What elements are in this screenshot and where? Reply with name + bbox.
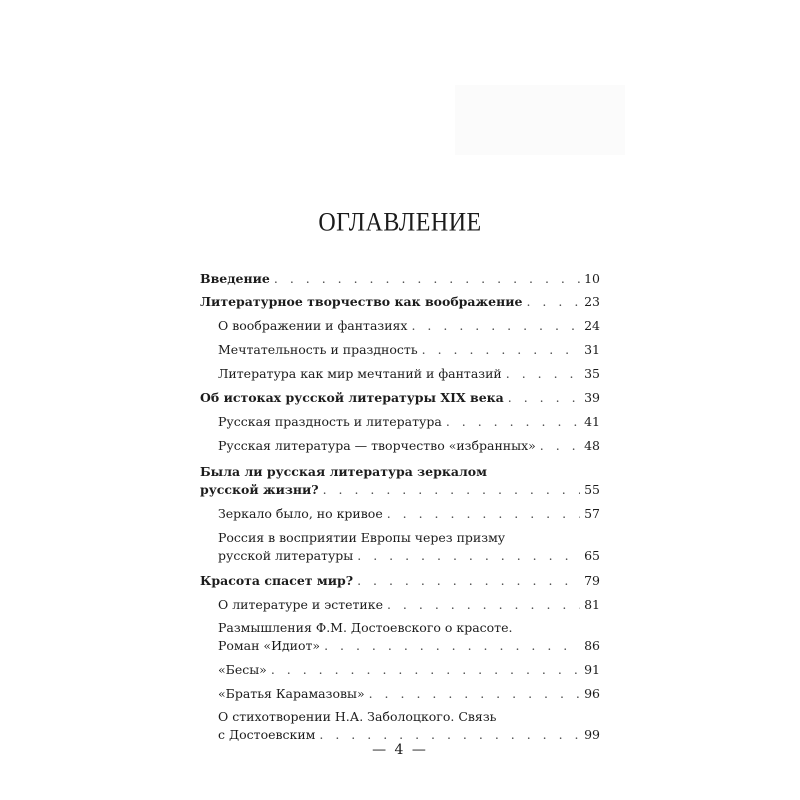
toc-entry-page: 91	[584, 662, 600, 677]
toc-entry[interactable]	[200, 413, 600, 431]
toc-entry[interactable]	[200, 619, 600, 655]
toc-entry[interactable]	[200, 317, 600, 335]
toc-entry-title-line1: Россия в восприятии Европы через призму	[218, 530, 506, 545]
toc-entry-title: О воображении и фантазиях	[218, 318, 408, 333]
toc-entry-page: 23	[584, 294, 600, 309]
dot-leader	[369, 685, 580, 703]
page-title: ОГЛАВЛЕНИЕ	[318, 208, 482, 237]
toc-entry-page: 57	[584, 506, 600, 521]
toc-entry-title: «Бесы»	[218, 662, 267, 677]
toc-entry[interactable]	[200, 437, 600, 455]
dot-leader	[446, 413, 580, 431]
toc-entry-title: Русская праздность и литература	[218, 414, 442, 429]
toc-entry[interactable]	[200, 341, 600, 359]
toc-entry-page: 39	[584, 390, 600, 405]
dot-leader	[357, 547, 580, 565]
toc-entry-title: Литературное творчество как воображение	[200, 294, 523, 309]
dot-leader	[274, 270, 580, 288]
toc-entry-title-line1: Размышления Ф.М. Достоевского о красоте.	[218, 620, 513, 635]
dot-leader	[411, 317, 580, 335]
toc-entry-page: 31	[584, 342, 600, 357]
toc-entry[interactable]	[200, 463, 600, 499]
toc-entry-page: 96	[584, 686, 600, 701]
dot-leader	[526, 293, 580, 311]
print-shadow	[455, 85, 625, 155]
toc-entry-title: Мечтательность и праздность	[218, 342, 418, 357]
toc-entry-title: Роман «Идиот»	[218, 638, 321, 653]
toc-entry[interactable]	[200, 270, 600, 288]
dot-leader	[506, 365, 580, 383]
toc-entry[interactable]	[200, 293, 600, 311]
toc-entry-title: Литература как мир мечтаний и фантазий	[218, 366, 502, 381]
toc-entry-title: «Братья Карамазовы»	[218, 686, 365, 701]
toc-entry-page: 81	[584, 597, 600, 612]
toc-entry-page: 99	[584, 727, 600, 742]
toc-entry-page: 86	[584, 638, 600, 653]
toc-entry[interactable]	[200, 661, 600, 679]
dot-leader	[387, 596, 580, 614]
dot-leader	[357, 572, 580, 590]
toc-entry[interactable]	[200, 596, 600, 614]
toc-entry-title: русской жизни?	[200, 482, 319, 497]
dot-leader	[540, 437, 580, 455]
dot-leader	[324, 637, 580, 655]
toc-entry-page: 55	[584, 482, 600, 497]
toc-entry-page: 10	[584, 271, 600, 286]
toc-entry-title: русской литературы	[218, 548, 354, 563]
toc-entry-page: 65	[584, 548, 600, 563]
toc-entry-page: 35	[584, 366, 600, 381]
toc-entry-title: Об истоках русской литературы XIX века	[200, 390, 504, 405]
toc-entry-page: 79	[584, 573, 600, 588]
toc-entry[interactable]	[200, 572, 600, 590]
toc-entry-page: 24	[584, 318, 600, 333]
toc-entry-title-line1: Была ли русская литература зеркалом	[200, 464, 487, 479]
toc-entry-title: Зеркало было, но кривое	[218, 506, 383, 521]
toc-entry-page: 48	[584, 438, 600, 453]
toc-entry-page: 41	[584, 414, 600, 429]
toc-entry[interactable]	[200, 505, 600, 523]
toc-entry-title-line1: О стихотворении Н.А. Заболоцкого. Связь	[218, 709, 497, 724]
dot-leader	[422, 341, 580, 359]
dot-leader	[508, 389, 580, 407]
toc-entry-title: Введение	[200, 271, 270, 286]
dot-leader	[271, 661, 580, 679]
toc-entry[interactable]	[200, 365, 600, 383]
toc-entry[interactable]	[200, 529, 600, 565]
toc-entry[interactable]	[200, 708, 600, 744]
toc-entry-title: О литературе и эстетике	[218, 597, 383, 612]
toc-entry-title: с Достоевским	[218, 727, 316, 742]
page-number: — 4 —	[372, 742, 428, 758]
toc-entry-title: Красота спасет мир?	[200, 573, 354, 588]
toc-entry-title: Русская литература — творчество «избранных»	[218, 438, 536, 453]
dot-leader	[323, 481, 581, 499]
toc-entry[interactable]	[200, 685, 600, 703]
toc-entry[interactable]	[200, 389, 600, 407]
dot-leader	[387, 505, 580, 523]
